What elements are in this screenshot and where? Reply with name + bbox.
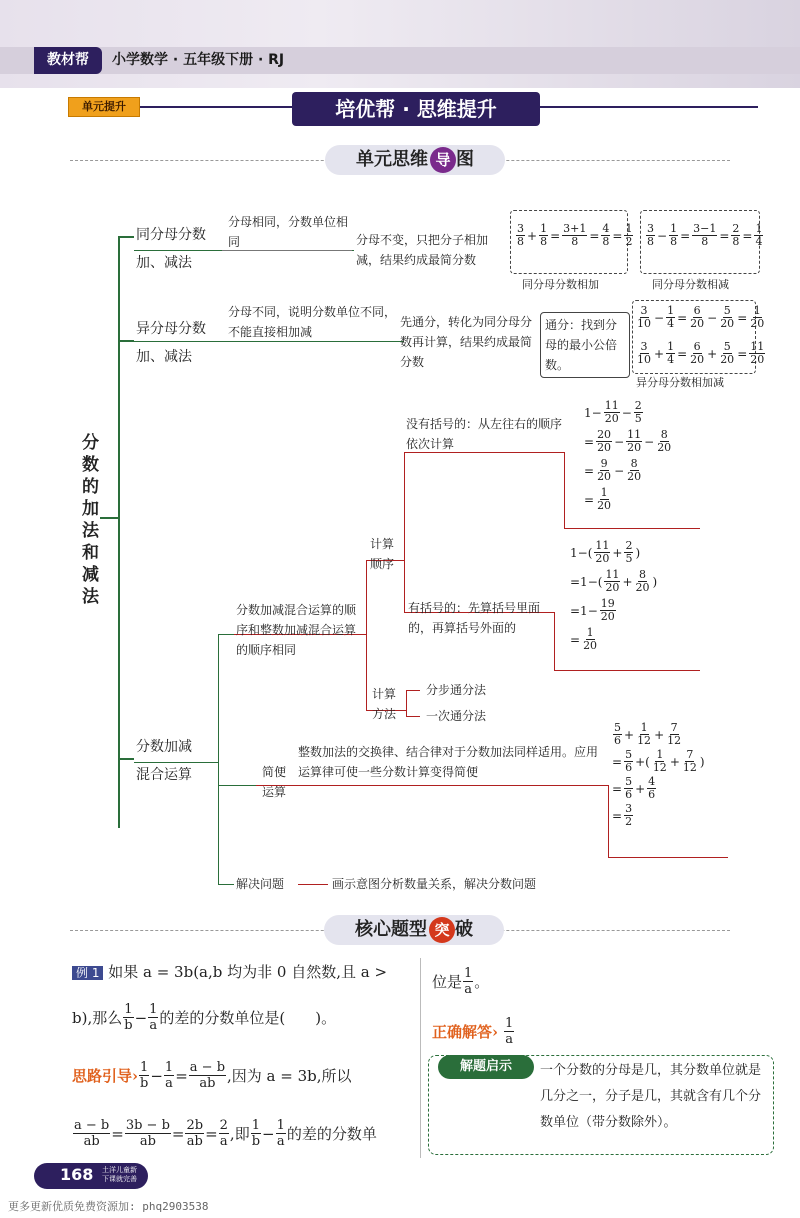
b1-sub-caption: 同分母分数相减: [652, 278, 729, 291]
solve-text: 画示意图分析数量关系，解决分数问题: [332, 877, 537, 891]
no-paren-rule: 没有括号的：从左往右的顺序依次计算: [406, 417, 563, 451]
example-question-l2: b),那么 $\frac{1}{b}$ − $\frac{1}{a}$ 的差的分数单位是( )。: [72, 1002, 337, 1033]
core-badge-2: 破: [455, 919, 473, 940]
b1-sub-box: [640, 210, 763, 274]
with-paren-work: 1−( $\frac{11}{20}$ + $\frac{2}{5}$ ) =1−( $\frac{11}{20}$ + $\frac{8}{20}$ ) =1− $\frac{19}{20}$ = $\frac{1}{20}$: [570, 539, 658, 652]
b2-add-expr: $\frac{3}{10}$ + $\frac{1}{4}$ = $\frac{6}{20}$ + $\frac{5}{20}$ = $\frac{11}{20}$: [637, 340, 765, 366]
page-number-badge: [34, 1163, 148, 1189]
b3-solve-connector: [218, 884, 234, 885]
b2-rule: 先通分，转化为同分母分数再计算，结果约成最简分数: [400, 315, 533, 369]
cont-text: 位是: [432, 973, 463, 991]
core-title-main: 核心题型: [355, 919, 427, 940]
page-number: 168: [60, 1165, 94, 1184]
answer-label: 正确解答: [432, 1023, 493, 1041]
simplify-bottom: [608, 857, 728, 858]
mindmap-badge-2: 图: [456, 149, 474, 170]
simplify-line: [256, 785, 608, 786]
b3-order-connector: [218, 634, 234, 635]
b1-title-line2: 加、减法: [136, 255, 192, 271]
simplify-work: $\frac{5}{6}$ + $\frac{1}{12}$ + $\frac{7}{12}$ = $\frac{5}{6}$ +( $\frac{1}{12}$ + $\frac{7}{12}$ ) = $\frac{5}{6}$ + $\frac{4}{6}$ = $\frac{3}{2}$: [612, 721, 705, 828]
footer-source: 更多更新优质免费资源加: phq2903538: [8, 1200, 209, 1213]
page-note-2: 下课就完善: [102, 1175, 137, 1183]
answer-line: 正确解答 › $\frac{1}{a}$: [432, 1016, 514, 1047]
example-question-p2: b),那么: [72, 1009, 123, 1027]
with-paren-rule: 有括号的：先算括号里面的，再算括号外面的: [408, 601, 541, 635]
hint-line2: $\frac{a - b}{ab}$ = $\frac{3b - b}{ab}$ = $\frac{2b}{ab}$ = $\frac{2}{a}$ ,即 $\frac{1}{b}$ − $\frac{1}{a}$ 的差的分数单: [74, 1118, 377, 1149]
hint-line1: 思路引导 › $\frac{1}{b}$ − $\frac{1}{a}$ = $\frac{a - b}{ab}$ ,因为 a = 3b,所以: [72, 1060, 352, 1091]
hint-label: 思路引导: [72, 1067, 133, 1085]
example-tag: 例 1: [72, 966, 103, 980]
column-divider: [420, 958, 421, 1158]
order-note: 分数加减混合运算的顺序和整数加减混合运算的顺序相同: [236, 603, 357, 657]
root-topic: 分数的加法和减法: [82, 433, 99, 607]
example-question-p3: 的差的分数单位是( )。: [159, 1009, 337, 1027]
unit-tag: 单元提升: [68, 97, 140, 117]
simplify-text: 整数加法的交换律、结合律对于分数加法同样适用。应用运算律可使一些分数计算变得简便: [298, 745, 599, 779]
example-question-p1: 如果 a = 3b(a,b 均为非 0 自然数,且 a >: [108, 963, 388, 981]
method-label: 计算方法: [372, 687, 397, 721]
b2-title-line2: 加、减法: [136, 349, 192, 365]
cont-line: 位是 $\frac{1}{a}$ 。: [432, 966, 490, 997]
hint-text1: ,因为 a = 3b,所以: [227, 1067, 352, 1085]
b1-title-line1: 同分母分数: [136, 227, 206, 243]
no-paren-work: 1− $\frac{11}{20}$ − $\frac{2}{5}$ = $\frac{20}{20}$ − $\frac{11}{20}$ − $\frac{8}{20}$ = $\frac{9}{20}$ − $\frac{8}{20}$ = $\frac{1}{20}$: [584, 399, 672, 512]
core-badge-1: 突: [429, 917, 455, 943]
mindmap-title: [325, 145, 505, 175]
b1-sub-expr: $\frac{3}{8}$ − $\frac{1}{8}$ = $\frac{3-1}{8}$ = $\frac{2}{8}$ = $\frac{1}{4}$: [647, 222, 763, 248]
solve-arrow: [298, 884, 328, 885]
b1-rule: 分母不变，只把分子相加减，结果约成最简分数: [356, 233, 489, 267]
mindmap-title-main: 单元思维: [356, 149, 428, 170]
tip-label: 解题启示: [438, 1055, 534, 1079]
paren-bottom: [554, 670, 700, 671]
b3-simplify-connector: [218, 785, 256, 786]
tongfen-tip: 通分：找到分母的最小公倍数。: [540, 312, 630, 378]
method-1: 分步通分法: [426, 683, 487, 697]
order-label: 计算顺序: [370, 537, 395, 571]
simplify-vert: [608, 785, 609, 857]
b1-add-expr: $\frac{3}{8}$ + $\frac{1}{8}$ = $\frac{3+1}{8}$ = $\frac{4}{8}$ = $\frac{1}{2}$: [517, 222, 633, 248]
paren-spine: [404, 452, 405, 612]
method-2: 一次通分法: [426, 709, 487, 723]
solve-label: 解决问题: [236, 877, 285, 891]
b1-add-caption: 同分母分数相加: [522, 278, 599, 291]
b2-title-line1: 异分母分数: [136, 321, 206, 337]
b3-connector: [118, 758, 134, 760]
book-info: 小学数学 · 五年级下册 · RJ: [112, 52, 285, 68]
method1-connector: [406, 690, 420, 691]
tip-text: 一个分数的分母是几，其分数单位就是几分之一，分子是几，其就含有几个分数单位（带分数除外）。: [540, 1063, 762, 1130]
noparen-bottom: [564, 528, 700, 529]
b1-note: 分母相同，分数单位相同: [228, 215, 349, 249]
b3-title-line1: 分数加减: [136, 739, 192, 755]
b2-note: 分母不同，说明分数单位不同，不能直接相加减: [228, 305, 397, 339]
b2-caption: 异分母分数相加减: [636, 376, 724, 389]
b1-connector: [118, 236, 134, 238]
example-question-l1: [72, 960, 412, 985]
simplify-label: 简便运算: [262, 765, 287, 799]
method2-connector: [406, 716, 420, 717]
method-spine: [406, 690, 407, 716]
root-spine: [118, 236, 120, 828]
page-note-1: 土洋儿童新: [102, 1166, 137, 1174]
brand-label: 教材帮: [34, 47, 102, 74]
mindmap-badge-1: 导: [430, 147, 456, 173]
core-title: [324, 915, 504, 945]
section-banner: 培优帮 · 思维提升: [292, 92, 540, 126]
b3-spine: [218, 634, 219, 884]
b1-add-box: [510, 210, 633, 274]
b2-box: [632, 300, 765, 374]
noparen-vert: [564, 452, 565, 528]
b3-title-line2: 混合运算: [136, 767, 192, 783]
order-spine: [366, 560, 367, 710]
hint-text3: 的差的分数单: [286, 1125, 377, 1143]
b2-sub-expr: $\frac{3}{10}$ − $\frac{1}{4}$ = $\frac{6}{20}$ − $\frac{5}{20}$ = $\frac{1}{20}$: [637, 304, 765, 330]
b2-connector: [118, 340, 134, 342]
hint-text2: ,即: [229, 1125, 250, 1143]
header-band: [0, 0, 800, 88]
